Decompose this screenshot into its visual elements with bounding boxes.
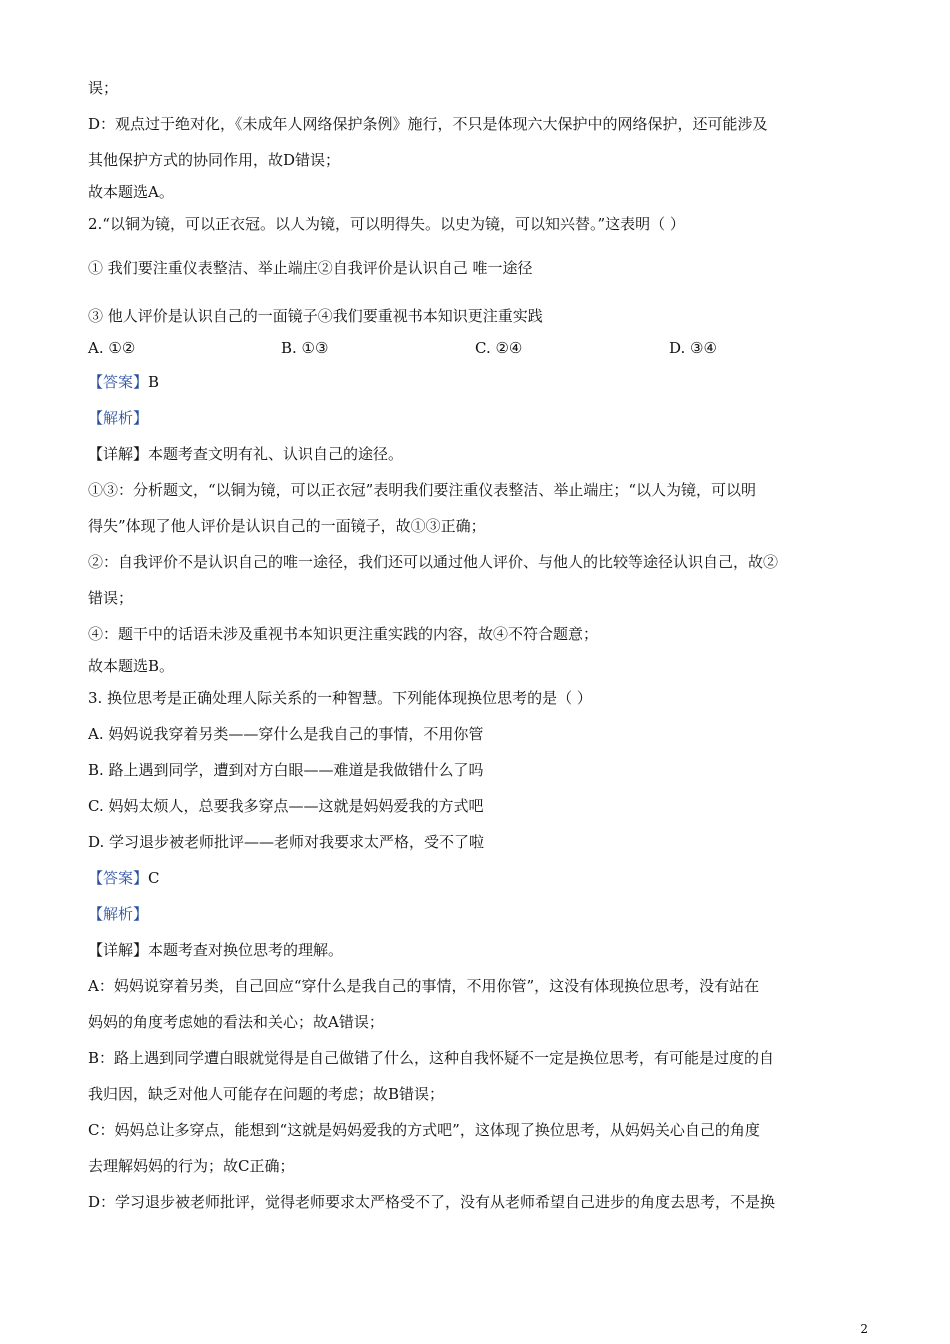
question-3-option-c: C. 妈妈太烦人，总要我多穿点——这就是妈妈爱我的方式吧 <box>88 797 484 815</box>
explanation-line: ④：题干中的话语未涉及重视书本知识更注重实践的内容，故④不符合题意； <box>88 625 599 643</box>
explanation-line: C：妈妈总让多穿点，能想到“这就是妈妈爱我的方式吧”，这体现了换位思考，从妈妈关心自己的角度 <box>88 1121 760 1139</box>
explanation-line: 错误； <box>88 589 134 607</box>
analysis-tag: 【解析】 <box>88 905 149 923</box>
answer-tag: 【答案】 <box>88 869 149 887</box>
explanation-line: 故本题选B。 <box>88 657 175 675</box>
question-3-option-b: B. 路上遇到同学，遭到对方白眼——难道是我做错什么了吗 <box>88 761 484 779</box>
answer-line <box>88 372 862 392</box>
answer-value: C <box>148 869 160 887</box>
option-b: B. ①③ <box>281 339 329 357</box>
explanation-line: B：路上遇到同学遭白眼就觉得是自己做错了什么，这种自我怀疑不一定是换位思考，有可能是过度的自 <box>88 1049 775 1067</box>
question-2-statement: ① 我们要注重仪表整洁、举止端庄②自我评价是认识自己 唯一途径 <box>88 259 533 277</box>
document-body <box>88 78 862 1212</box>
answer-line <box>88 868 862 888</box>
option-c: C. ②④ <box>475 339 523 357</box>
text-line: 故本题选A。 <box>88 183 174 201</box>
question-3-option-a: A. 妈妈说我穿着另类——穿什么是我自己的事情，不用你管 <box>88 725 484 743</box>
text-line: D：观点过于绝对化，《未成年人网络保护条例》施行，不只是体现六大保护中的网络保护，还可能涉及 <box>88 115 768 133</box>
question-3-stem: 3. 换位思考是正确处理人际关系的一种智慧。下列能体现换位思考的是（ ） <box>88 689 592 707</box>
detail-line: 【详解】本题考查文明有礼、认识自己的途径。 <box>88 445 404 463</box>
explanation-line: 得失”体现了他人评价是认识自己的一面镜子，故①③正确； <box>88 517 486 535</box>
analysis-tag: 【解析】 <box>88 409 149 427</box>
explanation-line: A：妈妈说穿着另类，自己回应“穿什么是我自己的事情，不用你管”，这没有体现换位思考，没有站在 <box>88 977 760 995</box>
page-number: 2 <box>860 1322 868 1336</box>
explanation-line: ②：自我评价不是认识自己的唯一途径，我们还可以通过他人评价、与他人的比较等途径认识自己，故② <box>88 553 779 571</box>
question-2-stem: 2.“以铜为镜，可以正衣冠。以人为镜，可以明得失。以史为镜，可以知兴替。”这表明（ ） <box>88 215 685 233</box>
explanation-line: 我归因，缺乏对他人可能存在问题的考虑；故B错误； <box>88 1085 445 1103</box>
text-line: 其他保护方式的协同作用，故D错误； <box>88 151 341 169</box>
answer-tag: 【答案】 <box>88 373 149 391</box>
option-a: A. ①② <box>88 339 136 357</box>
detail-line: 【详解】本题考查对换位思考的理解。 <box>88 941 344 959</box>
explanation-line: ①③：分析题文，“以铜为镜，可以正衣冠”表明我们要注重仪表整洁、举止端庄；“以人为镜，可以明 <box>88 481 757 499</box>
question-3-option-d: D. 学习退步被老师批评——老师对我要求太严格，受不了啦 <box>88 833 485 851</box>
explanation-line: 妈妈的角度考虑她的看法和关心；故A错误； <box>88 1013 384 1031</box>
explanation-line: D：学习退步被老师批评，觉得老师要求太严格受不了，没有从老师希望自己进步的角度去思考，不是换 <box>88 1193 776 1211</box>
question-2-options <box>88 338 862 360</box>
answer-value: B <box>148 373 160 391</box>
explanation-line: 去理解妈妈的行为；故C正确； <box>88 1157 295 1175</box>
text-line: 误； <box>88 79 119 97</box>
option-d: D. ③④ <box>669 339 717 357</box>
question-2-statement: ③ 他人评价是认识自己的一面镜子④我们要重视书本知识更注重实践 <box>88 307 543 325</box>
